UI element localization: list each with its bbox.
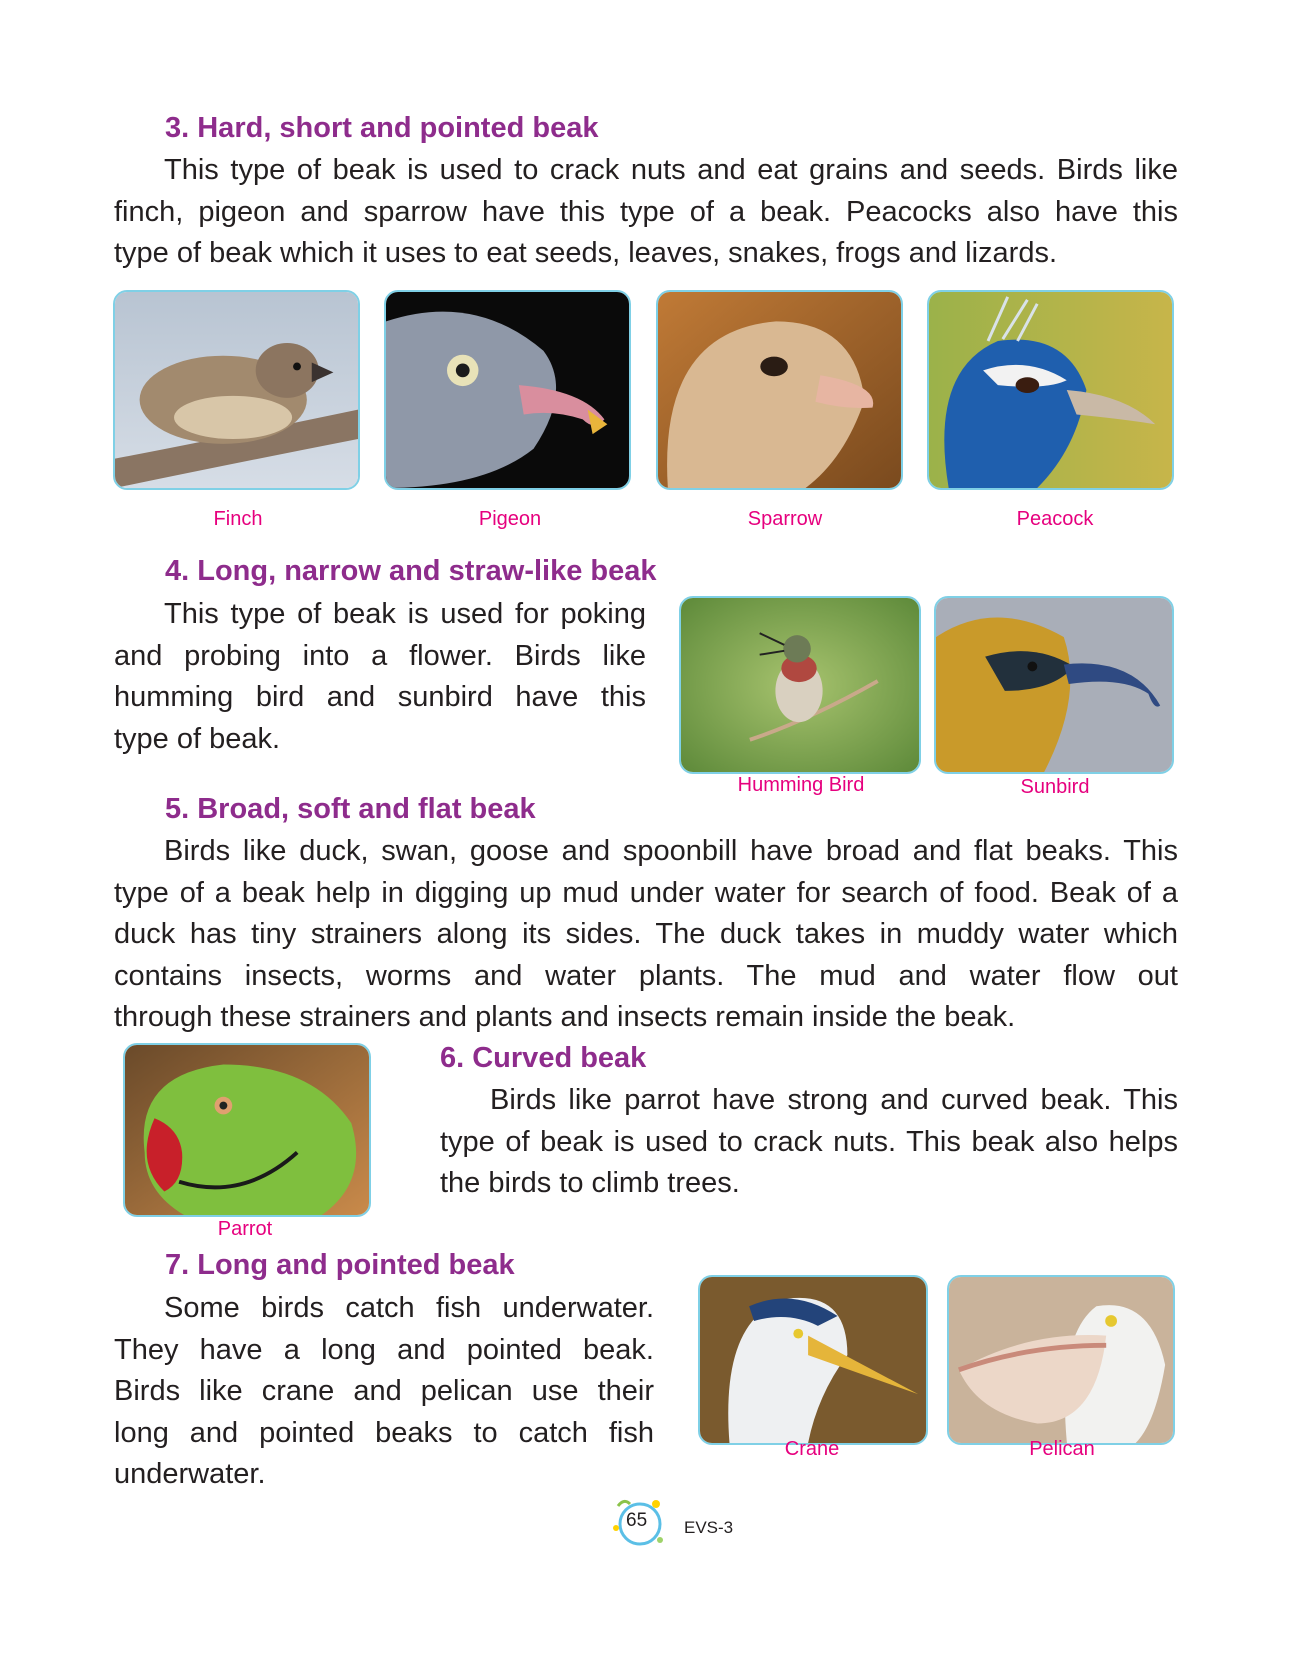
section-7-paragraph (114, 1288, 654, 1496)
sparrow-photo (656, 290, 903, 490)
caption-pelican: Pelican (1029, 1438, 1095, 1460)
section-6-paragraph (440, 1080, 1178, 1205)
section-7-heading: 7. Long and pointed beak (165, 1249, 515, 1281)
parrot-photo (123, 1043, 371, 1217)
section-4-line: and probing into a flower. Birds like (114, 639, 646, 672)
caption-sunbird: Sunbird (1020, 776, 1090, 798)
section-3-paragraph (114, 150, 1178, 275)
section-7-line: They have a long and pointed beak. (114, 1333, 654, 1366)
section-3-line: finch, pigeon and sparrow have this type of a beak. Peacocks also have this (114, 195, 1178, 228)
section-7-line: long and pointed beaks to catch fish (114, 1416, 654, 1449)
section-5-line: Birds like duck, swan, goose and spoonbill have broad and flat beaks. This (164, 835, 1178, 867)
section-5-heading: 5. Broad, soft and flat beak (165, 793, 536, 825)
caption-pigeon: Pigeon (478, 508, 542, 530)
page-number: 65 (626, 1510, 648, 1531)
finch-photo (113, 290, 360, 490)
section-3-heading: 3. Hard, short and pointed beak (165, 112, 599, 144)
section-3-line: This type of beak is used to crack nuts and eat grains and seeds. Birds like (164, 154, 1178, 186)
section-5-paragraph (114, 831, 1178, 1039)
section-7-line: underwater. (114, 1458, 266, 1490)
crane-photo (698, 1275, 928, 1445)
pigeon-photo (384, 290, 631, 490)
section-5-line: contains insects, worms and water plants. The mud and water flow out (114, 959, 1178, 992)
section-6-line: Birds like parrot have strong and curved beak. This (490, 1084, 1178, 1116)
caption-sparrow: Sparrow (747, 508, 823, 530)
section-7-line: Some birds catch fish underwater. (164, 1292, 654, 1324)
caption-crane: Crane (784, 1438, 840, 1460)
section-5-line: through these strainers and plants and insects remain inside the beak. (114, 1001, 1016, 1033)
section-4-paragraph (114, 594, 646, 760)
humming-bird-photo (679, 596, 921, 774)
sunbird-photo (934, 596, 1174, 774)
section-3-line: type of beak which it uses to eat seeds, leaves, snakes, frogs and lizards. (114, 237, 1058, 269)
caption-parrot: Parrot (217, 1218, 273, 1240)
section-4-heading: 4. Long, narrow and straw-like beak (165, 555, 657, 587)
caption-humming-bird: Humming Bird (737, 774, 865, 796)
caption-finch: Finch (213, 508, 263, 530)
section-4-line: This type of beak is used for poking (164, 598, 646, 630)
section-6-line: type of beak is used to crack nuts. This beak also helps (440, 1125, 1178, 1158)
caption-peacock: Peacock (1016, 508, 1094, 530)
section-6-line: the birds to climb trees. (440, 1167, 740, 1199)
section-5-line: duck has tiny strainers along its sides. The duck takes in muddy water which (114, 918, 1178, 950)
peacock-photo (927, 290, 1174, 490)
section-4-line: type of beak. (114, 722, 281, 755)
pelican-photo (947, 1275, 1175, 1445)
section-7-line: Birds like crane and pelican use their (114, 1375, 654, 1407)
section-6-heading: 6. Curved beak (440, 1042, 647, 1074)
section-4-line: humming bird and sunbird have this (114, 681, 646, 713)
book-label: EVS-3 (684, 1518, 734, 1537)
section-5-line: type of a beak help in digging up mud under water for search of food. Beak of a (114, 876, 1178, 909)
